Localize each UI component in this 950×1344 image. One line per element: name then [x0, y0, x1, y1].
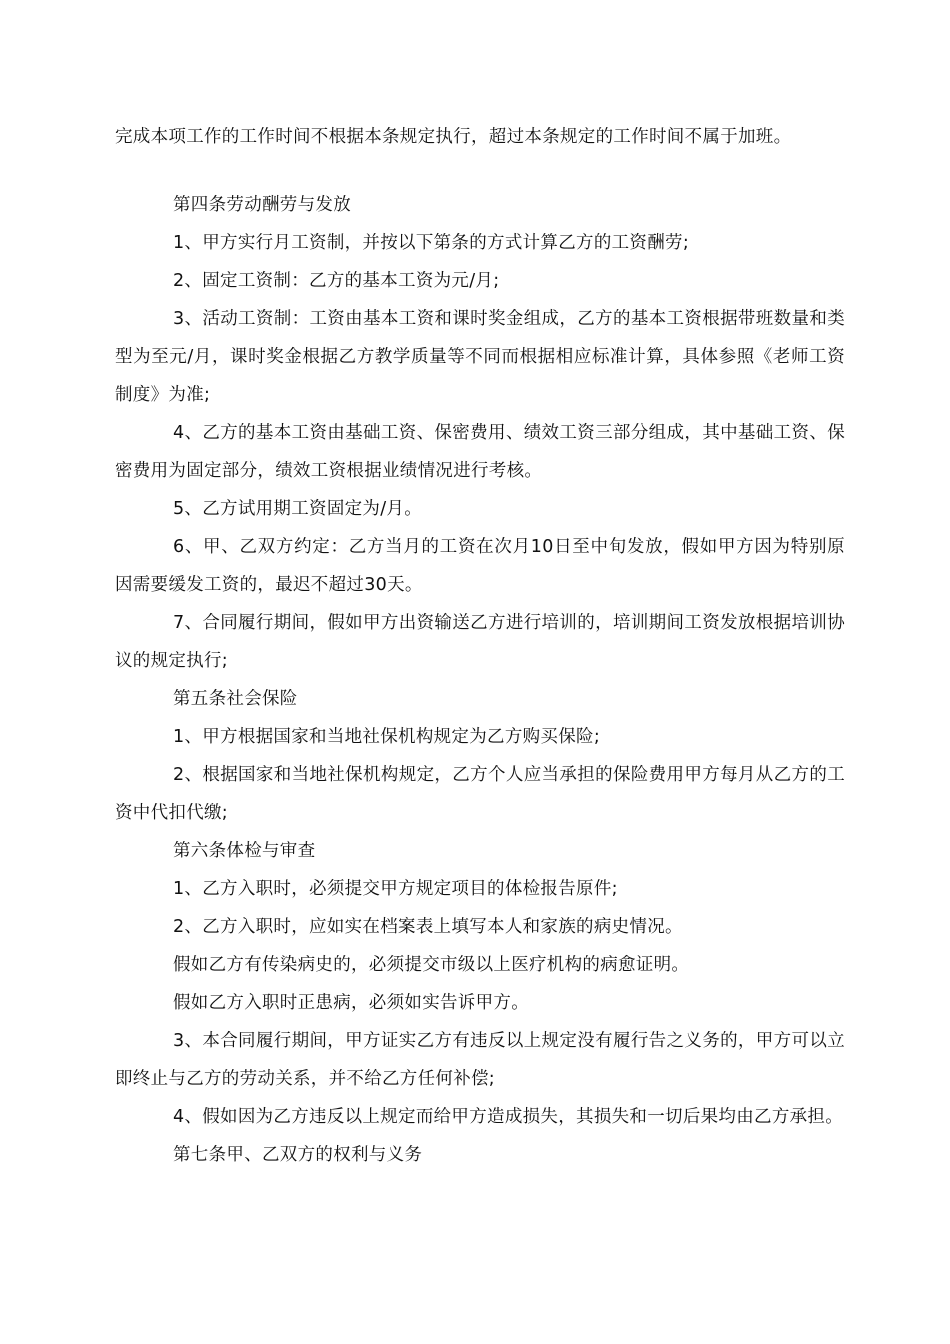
article-6-item-2: 2、乙方入职时，应如实在档案表上填写本人和家族的病史情况。 [173, 917, 683, 937]
article-6-item-4: 4、假如因为乙方违反以上规定而给甲方造成损失，其损失和一切后果均由乙方承担。 [173, 1107, 844, 1127]
article-4-heading: 第四条劳动酬劳与发放 [173, 195, 351, 215]
article-4-item-2: 2、固定工资制：乙方的基本工资为元/月; [173, 271, 500, 291]
article-6-item-1: 1、乙方入职时，必须提交甲方规定项目的体检报告原件; [173, 879, 618, 899]
document-body [115, 118, 845, 1174]
article-4-item-3: 3、活动工资制：工资由基本工资和课时奖金组成，乙方的基本工资根据带班数量和类型为至元/月，课时奖金根据乙方教学质量等不同而根据相应标准计算，具体参照《老师工资制度》为准; [115, 309, 845, 405]
article-4-item-4: 4、乙方的基本工资由基础工资、保密费用、绩效工资三部分组成，其中基础工资、保密费用为固定部分，绩效工资根据业绩情况进行考核。 [115, 423, 845, 481]
article-6-item-3: 3、本合同履行期间，甲方证实乙方有违反以上规定没有履行告之义务的，甲方可以立即终止与乙方的劳动关系，并不给乙方任何补偿; [115, 1031, 845, 1089]
article-5-item-2: 2、根据国家和当地社保机构规定，乙方个人应当承担的保险费用甲方每月从乙方的工资中代扣代缴; [115, 765, 845, 823]
article-6-heading: 第六条体检与审查 [173, 841, 316, 861]
article-4-item-5: 5、乙方试用期工资固定为/月。 [173, 499, 423, 519]
paragraph-gap [115, 156, 845, 186]
article-5-heading: 第五条社会保险 [173, 689, 298, 709]
article-5-item-1: 1、甲方根据国家和当地社保机构规定为乙方购买保险; [173, 727, 601, 747]
paragraph-overtime-note: 完成本项工作的工作时间不根据本条规定执行，超过本条规定的工作时间不属于加班。 [115, 127, 792, 147]
article-6-note-illness: 假如乙方入职时正患病，必须如实告诉甲方。 [173, 993, 529, 1013]
article-4-item-7: 7、合同履行期间，假如甲方出资输送乙方进行培训的，培训期间工资发放根据培训协议的规定执行; [115, 613, 845, 671]
article-4-item-6: 6、甲、乙双方约定：乙方当月的工资在次月10日至中旬发放，假如甲方因为特别原因需要缓发工资的，最迟不超过30天。 [115, 537, 845, 595]
article-6-note-infectious: 假如乙方有传染病史的，必须提交市级以上医疗机构的病愈证明。 [173, 955, 690, 975]
article-4-item-1: 1、甲方实行月工资制，并按以下第条的方式计算乙方的工资酬劳; [173, 233, 690, 253]
article-7-heading: 第七条甲、乙双方的权利与义务 [173, 1145, 423, 1165]
